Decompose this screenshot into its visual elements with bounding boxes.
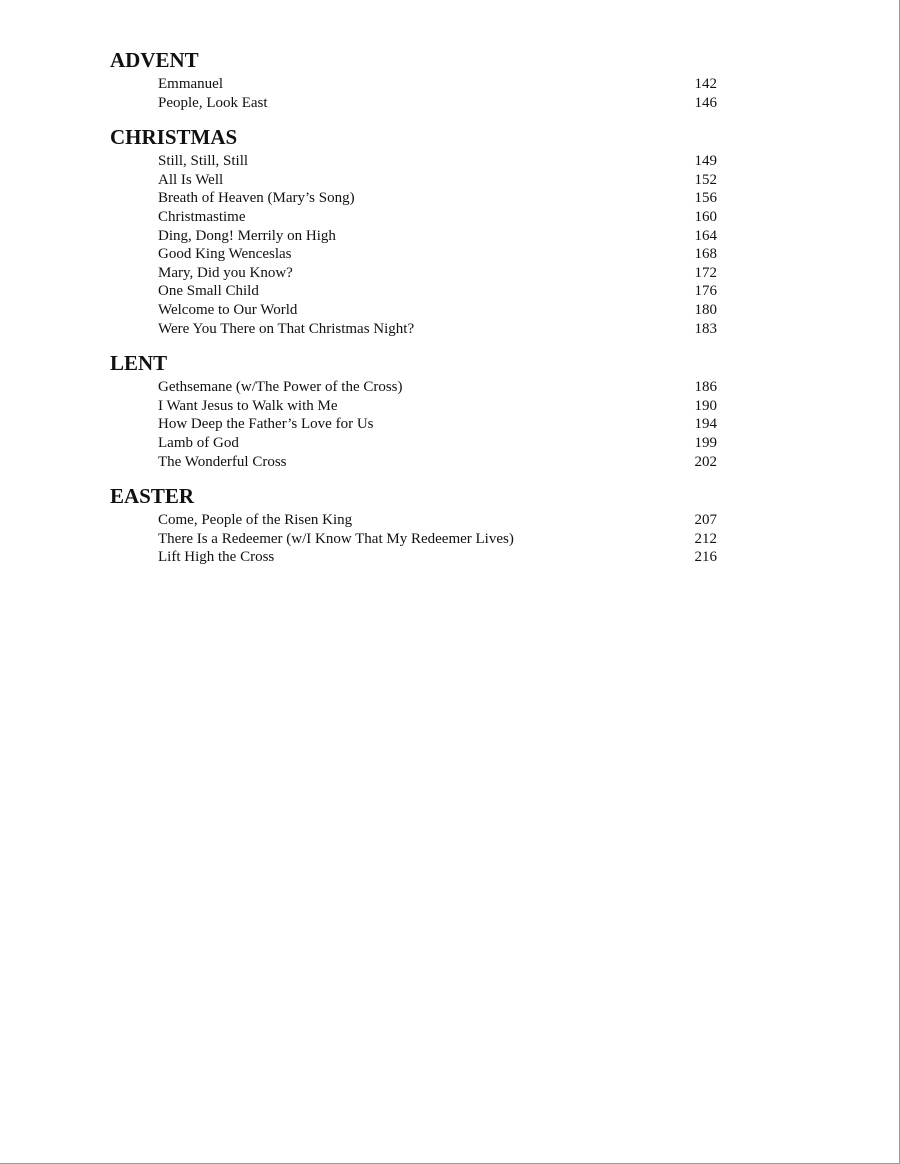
entry-list <box>110 75 730 112</box>
toc-entry <box>110 511 730 530</box>
toc-entry <box>110 171 730 190</box>
section-heading: CHRISTMAS <box>110 125 238 150</box>
entry-page-number: 176 <box>694 283 717 300</box>
section-heading: ADVENT <box>110 48 199 72</box>
entry-title: Mary, Did you Know? <box>158 264 293 281</box>
entry-title: Good King Wenceslas <box>158 246 292 263</box>
entry-page-number: 142 <box>694 76 717 92</box>
entry-title: Christmastime <box>158 208 246 225</box>
toc-entry <box>110 264 730 283</box>
entry-title: Gethsemane (w/The Power of the Cross) <box>158 379 403 396</box>
entry-page-number: 152 <box>694 171 717 188</box>
entry-title: Lamb of God <box>158 434 239 451</box>
section-advent <box>110 48 730 112</box>
toc-entry <box>110 415 730 434</box>
toc-entry <box>110 227 730 246</box>
entry-page-number: 160 <box>694 208 717 225</box>
entry-page-number: 190 <box>694 397 717 414</box>
entry-title: Emmanuel <box>158 76 223 92</box>
section-heading: EASTER <box>110 484 195 509</box>
entry-page-number: 207 <box>694 512 717 529</box>
entry-title: The Wonderful Cross <box>158 453 287 470</box>
entry-list <box>110 378 730 471</box>
toc-entry <box>110 320 730 339</box>
toc-entry <box>110 548 730 567</box>
toc-entry <box>110 301 730 320</box>
entry-page-number: 164 <box>694 227 717 244</box>
entry-title: Breath of Heaven (Mary’s Song) <box>158 190 355 207</box>
entry-page-number: 199 <box>694 434 717 451</box>
entry-title: Still, Still, Still <box>158 153 249 170</box>
entry-title: Were You There on That Christmas Night? <box>158 320 415 337</box>
entry-title: Lift High the Cross <box>158 549 275 566</box>
section-christmas <box>110 125 730 338</box>
entry-title: How Deep the Father’s Love for Us <box>158 416 374 433</box>
entry-page-number: 172 <box>694 264 717 281</box>
entry-page-number: 186 <box>694 379 717 396</box>
entry-page-number: 216 <box>694 549 717 566</box>
toc-entry <box>110 397 730 416</box>
entry-title: All Is Well <box>158 171 224 188</box>
table-of-contents <box>110 48 730 580</box>
entry-title: Welcome to Our World <box>158 301 298 318</box>
toc-entry <box>110 94 730 113</box>
toc-entry <box>110 75 730 94</box>
toc-entry <box>110 378 730 397</box>
section-lent <box>110 351 730 471</box>
entry-page-number: 168 <box>694 246 717 263</box>
entry-title: One Small Child <box>158 283 259 300</box>
toc-entry <box>110 530 730 549</box>
entry-title: People, Look East <box>158 94 268 111</box>
entry-page-number: 146 <box>694 94 717 111</box>
entry-title: Ding, Dong! Merrily on High <box>158 227 336 244</box>
entry-page-number: 202 <box>694 453 717 470</box>
entry-page-number: 180 <box>694 301 717 318</box>
entry-page-number: 156 <box>694 190 717 207</box>
entry-page-number: 194 <box>694 416 717 433</box>
toc-entry <box>110 152 730 171</box>
section-heading: LENT <box>110 351 168 376</box>
entry-page-number: 212 <box>694 530 717 547</box>
toc-entry <box>110 453 730 472</box>
toc-entry <box>110 282 730 301</box>
toc-entry <box>110 245 730 264</box>
entry-page-number: 149 <box>694 153 717 170</box>
toc-entry <box>110 189 730 208</box>
toc-entry <box>110 434 730 453</box>
entry-title: Come, People of the Risen King <box>158 512 353 529</box>
entry-list <box>110 511 730 567</box>
entry-list <box>110 152 730 338</box>
section-easter <box>110 484 730 567</box>
entry-title: I Want Jesus to Walk with Me <box>158 397 338 414</box>
entry-page-number: 183 <box>694 320 717 337</box>
entry-title: There Is a Redeemer (w/I Know That My Redeemer Lives) <box>158 530 514 547</box>
toc-entry <box>110 208 730 227</box>
